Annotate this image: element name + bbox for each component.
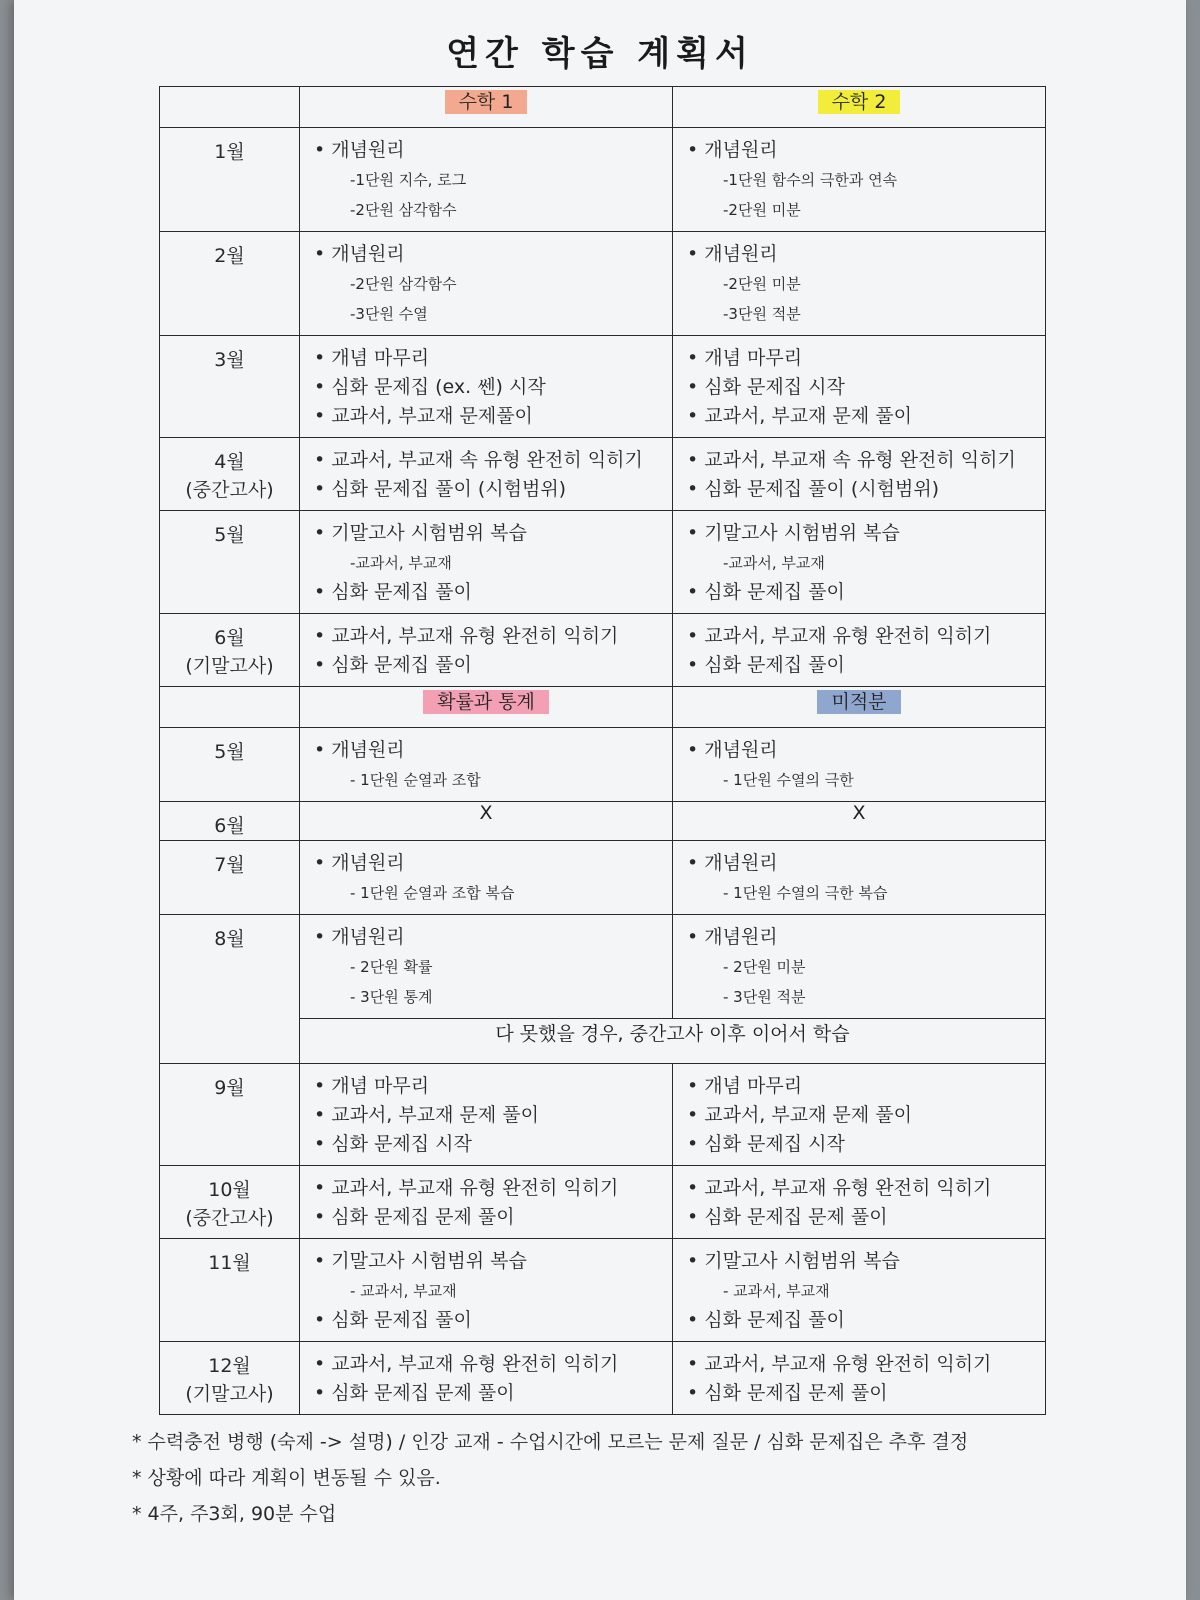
- plan-cell: [300, 728, 673, 802]
- month-cell: [160, 1342, 300, 1415]
- plan-cell: [300, 438, 673, 511]
- bullet-item: • 교과서, 부교재 유형 완전히 익히기: [687, 1350, 1045, 1379]
- month-label: 5월: [214, 741, 245, 763]
- bullet-item: • 교과서, 부교재 유형 완전히 익히기: [314, 1174, 672, 1203]
- table-row: [160, 1064, 1046, 1166]
- table-row: [160, 232, 1046, 336]
- header-row: [160, 87, 1046, 128]
- plan-cell: [673, 128, 1046, 232]
- month-cell: [160, 802, 300, 841]
- bullet-item: • 심화 문제집 풀이: [687, 578, 1045, 607]
- month-cell: [160, 915, 300, 1064]
- bullet-item: • 심화 문제집 문제 풀이: [314, 1203, 672, 1232]
- bullet-item: • 교과서, 부교재 문제 풀이: [687, 1101, 1045, 1130]
- month-cell: [160, 1239, 300, 1342]
- month-label: 12월: [208, 1355, 251, 1377]
- subject-header: [673, 87, 1046, 128]
- month-label: 5월: [214, 524, 245, 546]
- table-row: [160, 728, 1046, 802]
- bullet-item: • 개념원리: [687, 136, 1045, 165]
- month-label: 6월: [214, 815, 245, 837]
- plan-cell: [673, 1166, 1046, 1239]
- plan-cell: [673, 1239, 1046, 1342]
- footnote: * 4주, 주3회, 90분 수업: [132, 1496, 968, 1532]
- bullet-item: • 개념 마무리: [687, 1072, 1045, 1101]
- bullet-item: • 개념원리: [687, 240, 1045, 269]
- sub-item: - 교과서, 부교재: [350, 1282, 457, 1300]
- bullet-item: • 교과서, 부교재 유형 완전히 익히기: [314, 622, 672, 651]
- exam-label: (중간고사): [185, 479, 274, 501]
- month-label: 7월: [214, 854, 245, 876]
- bullet-item: • 심화 문제집 문제 풀이: [687, 1203, 1045, 1232]
- month-cell: [160, 841, 300, 915]
- month-cell: [160, 511, 300, 614]
- table-row: [160, 614, 1046, 687]
- subject-header: [300, 687, 673, 728]
- subject-label: 확률과 통계: [423, 690, 549, 714]
- bullet-item: • 기말고사 시험범위 복습: [687, 1247, 1045, 1276]
- sub-item: - 1단원 순열과 조합 복습: [350, 884, 515, 902]
- header-blank: [160, 87, 300, 128]
- exam-label: (기말고사): [185, 1383, 274, 1405]
- month-label: 4월: [214, 451, 245, 473]
- bullet-item: • 심화 문제집 시작: [687, 373, 1045, 402]
- sub-item: -2단원 삼각함수: [350, 275, 457, 293]
- footnote: * 수력충전 병행 (숙제 -> 설명) / 인강 교재 - 수업시간에 모르는 문제 질문 / 심화 문제집은 추후 결정: [132, 1424, 968, 1460]
- page-title: 연간 학습 계획서: [446, 34, 754, 74]
- bullet-item: • 교과서, 부교재 속 유형 완전히 익히기: [687, 446, 1045, 475]
- sub-item: -2단원 미분: [723, 201, 801, 219]
- footnote: * 상황에 따라 계획이 변동될 수 있음.: [132, 1460, 968, 1496]
- plan-cell: [673, 1342, 1046, 1415]
- subject-label: 수학 2: [818, 90, 901, 114]
- sub-item: - 1단원 수열의 극한: [723, 771, 854, 789]
- empty-cell: X: [673, 802, 1046, 841]
- header-row: [160, 687, 1046, 728]
- sub-item: -2단원 미분: [723, 275, 801, 293]
- table-row: [160, 915, 1046, 1019]
- table-row: [160, 1239, 1046, 1342]
- plan-cell: [300, 1342, 673, 1415]
- sub-item: - 3단원 적분: [723, 988, 806, 1006]
- bullet-item: • 교과서, 부교재 유형 완전히 익히기: [687, 1174, 1045, 1203]
- table-row: [160, 1342, 1046, 1415]
- sub-item: - 교과서, 부교재: [723, 1282, 830, 1300]
- plan-cell: [300, 336, 673, 438]
- plan-cell: [673, 614, 1046, 687]
- bullet-item: • 교과서, 부교재 문제 풀이: [687, 402, 1045, 431]
- bullet-item: • 교과서, 부교재 문제 풀이: [314, 1101, 672, 1130]
- month-label: 11월: [208, 1252, 251, 1274]
- empty-cell: X: [300, 802, 673, 841]
- bullet-item: • 교과서, 부교재 유형 완전히 익히기: [687, 622, 1045, 651]
- plan-cell: [673, 841, 1046, 915]
- table-row: [160, 1166, 1046, 1239]
- bullet-item: • 교과서, 부교재 유형 완전히 익히기: [314, 1350, 672, 1379]
- header-blank: [160, 687, 300, 728]
- month-cell: [160, 336, 300, 438]
- bullet-item: • 심화 문제집 풀이: [687, 1306, 1045, 1335]
- table-row: [160, 336, 1046, 438]
- bullet-item: • 기말고사 시험범위 복습: [314, 1247, 672, 1276]
- table-row: [160, 511, 1046, 614]
- sub-item: - 1단원 수열의 극한 복습: [723, 884, 888, 902]
- plan-cell: [300, 511, 673, 614]
- sub-item: -교과서, 부교재: [723, 554, 825, 572]
- plan-cell: [673, 511, 1046, 614]
- sub-item: - 1단원 순열과 조합: [350, 771, 481, 789]
- bullet-item: • 개념원리: [687, 736, 1045, 765]
- plan-cell: [300, 1064, 673, 1166]
- exam-label: (중간고사): [185, 1207, 274, 1229]
- sub-item: - 2단원 확률: [350, 958, 433, 976]
- bullet-item: • 개념원리: [314, 923, 672, 952]
- subject-label: 수학 1: [445, 90, 528, 114]
- plan-cell: [673, 915, 1046, 1019]
- subject-header: [673, 687, 1046, 728]
- month-label: 10월: [208, 1179, 251, 1201]
- bullet-item: • 심화 문제집 풀이 (시험범위): [687, 475, 1045, 504]
- sub-item: -교과서, 부교재: [350, 554, 452, 572]
- plan-cell: [300, 915, 673, 1019]
- bullet-item: • 심화 문제집 문제 풀이: [687, 1379, 1045, 1408]
- plan-cell: [300, 1239, 673, 1342]
- plan-cell: [300, 841, 673, 915]
- sub-item: - 2단원 미분: [723, 958, 806, 976]
- plan-cell: [673, 1064, 1046, 1166]
- bullet-item: • 심화 문제집 풀이: [687, 651, 1045, 680]
- table-row: [160, 802, 1046, 841]
- continuation-note: 다 못했을 경우, 중간고사 이후 이어서 학습: [300, 1019, 1046, 1064]
- month-cell: [160, 728, 300, 802]
- sub-item: -1단원 함수의 극한과 연속: [723, 171, 898, 189]
- month-label: 3월: [214, 349, 245, 371]
- bullet-item: • 개념원리: [314, 849, 672, 878]
- bullet-item: • 교과서, 부교재 문제풀이: [314, 402, 672, 431]
- bullet-item: • 개념원리: [314, 240, 672, 269]
- bullet-item: • 심화 문제집 풀이: [314, 651, 672, 680]
- plan-cell: [300, 1166, 673, 1239]
- bullet-item: • 심화 문제집 풀이: [314, 578, 672, 607]
- bullet-item: • 개념 마무리: [314, 344, 672, 373]
- bullet-item: • 개념 마무리: [687, 344, 1045, 373]
- bullet-item: • 심화 문제집 (ex. 쎈) 시작: [314, 373, 672, 402]
- bullet-item: • 심화 문제집 풀이 (시험범위): [314, 475, 672, 504]
- month-label: 9월: [214, 1077, 245, 1099]
- month-label: 1월: [214, 141, 245, 163]
- sub-item: -3단원 수열: [350, 305, 428, 323]
- bullet-item: • 심화 문제집 시작: [687, 1130, 1045, 1159]
- footnotes: [132, 1424, 968, 1532]
- month-label: 2월: [214, 245, 245, 267]
- month-cell: [160, 232, 300, 336]
- sub-item: - 3단원 통계: [350, 988, 433, 1006]
- sub-item: -3단원 적분: [723, 305, 801, 323]
- bullet-item: • 교과서, 부교재 속 유형 완전히 익히기: [314, 446, 672, 475]
- month-label: 6월: [214, 627, 245, 649]
- plan-cell: [300, 232, 673, 336]
- plan-cell: [300, 614, 673, 687]
- bullet-item: • 개념 마무리: [314, 1072, 672, 1101]
- bullet-item: • 기말고사 시험범위 복습: [314, 519, 672, 548]
- bullet-item: • 심화 문제집 문제 풀이: [314, 1379, 672, 1408]
- bullet-item: • 개념원리: [687, 923, 1045, 952]
- sub-item: -2단원 삼각함수: [350, 201, 457, 219]
- plan-cell: [673, 438, 1046, 511]
- document-page: [14, 0, 1186, 1600]
- month-label: 8월: [214, 928, 245, 950]
- plan-cell: [673, 232, 1046, 336]
- month-cell: [160, 614, 300, 687]
- plan-cell: [300, 128, 673, 232]
- exam-label: (기말고사): [185, 655, 274, 677]
- plan-cell: [673, 336, 1046, 438]
- month-cell: [160, 1064, 300, 1166]
- bullet-item: • 개념원리: [687, 849, 1045, 878]
- bullet-item: • 심화 문제집 풀이: [314, 1306, 672, 1335]
- subject-header: [300, 87, 673, 128]
- subject-label: 미적분: [817, 690, 900, 714]
- table-row: [160, 438, 1046, 511]
- bullet-item: • 개념원리: [314, 736, 672, 765]
- table-row: [160, 841, 1046, 915]
- bullet-item: • 심화 문제집 시작: [314, 1130, 672, 1159]
- plan-cell: [673, 728, 1046, 802]
- bullet-item: • 개념원리: [314, 136, 672, 165]
- month-cell: [160, 128, 300, 232]
- plan-table: [159, 86, 1046, 1415]
- month-cell: [160, 1166, 300, 1239]
- month-cell: [160, 438, 300, 511]
- sub-item: -1단원 지수, 로그: [350, 171, 467, 189]
- table-row: [160, 128, 1046, 232]
- bullet-item: • 기말고사 시험범위 복습: [687, 519, 1045, 548]
